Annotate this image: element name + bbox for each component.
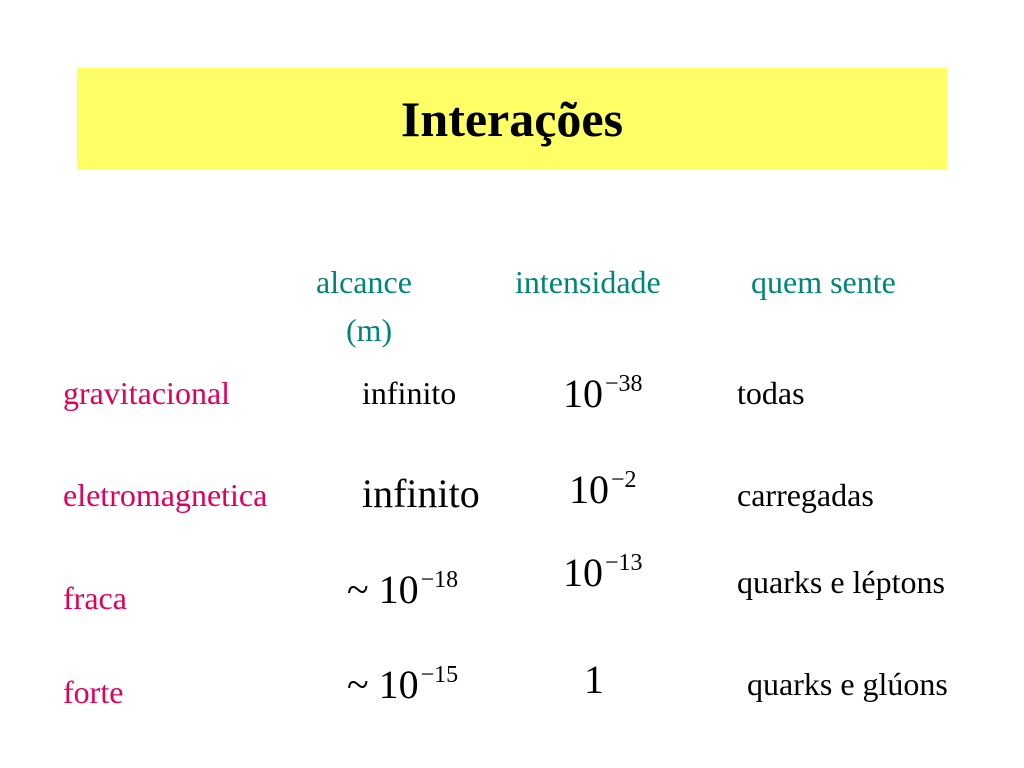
intensidade-base: 10 xyxy=(563,371,603,416)
row-label-fraca: fraca xyxy=(63,580,127,616)
intensidade-base: 1 xyxy=(584,657,604,702)
intensidade-fraca xyxy=(563,550,643,595)
alcance-forte xyxy=(347,662,459,707)
row-label-gravitacional: gravitacional xyxy=(63,375,231,411)
header-alcance: alcance xyxy=(316,264,412,300)
header-quem-sente: quem sente xyxy=(751,264,896,300)
alcance-exponent: −15 xyxy=(420,662,459,688)
intensidade-exponent: −38 xyxy=(605,371,643,397)
quem-sente-fraca: quarks e léptons xyxy=(737,564,945,600)
quem-sente-forte: quarks e glúons xyxy=(747,666,948,702)
intensidade-eletromagnetica xyxy=(569,467,637,512)
alcance-exponent: −18 xyxy=(420,567,459,593)
quem-sente-eletromagnetica: carregadas xyxy=(737,477,874,513)
alcance-eletromagnetica: infinito xyxy=(362,471,480,516)
intensidade-exponent: −2 xyxy=(611,467,637,493)
intensidade-base: 10 xyxy=(563,550,603,595)
alcance-gravitacional: infinito xyxy=(362,375,457,411)
intensidade-base: 10 xyxy=(569,467,609,512)
intensidade-exponent: −13 xyxy=(605,550,643,576)
alcance-prefix: ~ 10 xyxy=(347,567,419,612)
quem-sente-gravitacional: todas xyxy=(737,375,805,411)
page-title: Interações xyxy=(400,91,624,147)
alcance-prefix: ~ 10 xyxy=(347,662,419,707)
header-alcance-unit: (m) xyxy=(346,312,393,348)
title-banner xyxy=(77,68,947,170)
intensidade-gravitacional xyxy=(563,371,643,416)
intensidade-forte xyxy=(584,657,606,702)
row-label-eletromagnetica: eletromagnetica xyxy=(63,477,268,513)
header-intensidade: intensidade xyxy=(515,264,661,300)
row-label-forte: forte xyxy=(63,674,124,710)
alcance-fraca xyxy=(347,567,459,612)
